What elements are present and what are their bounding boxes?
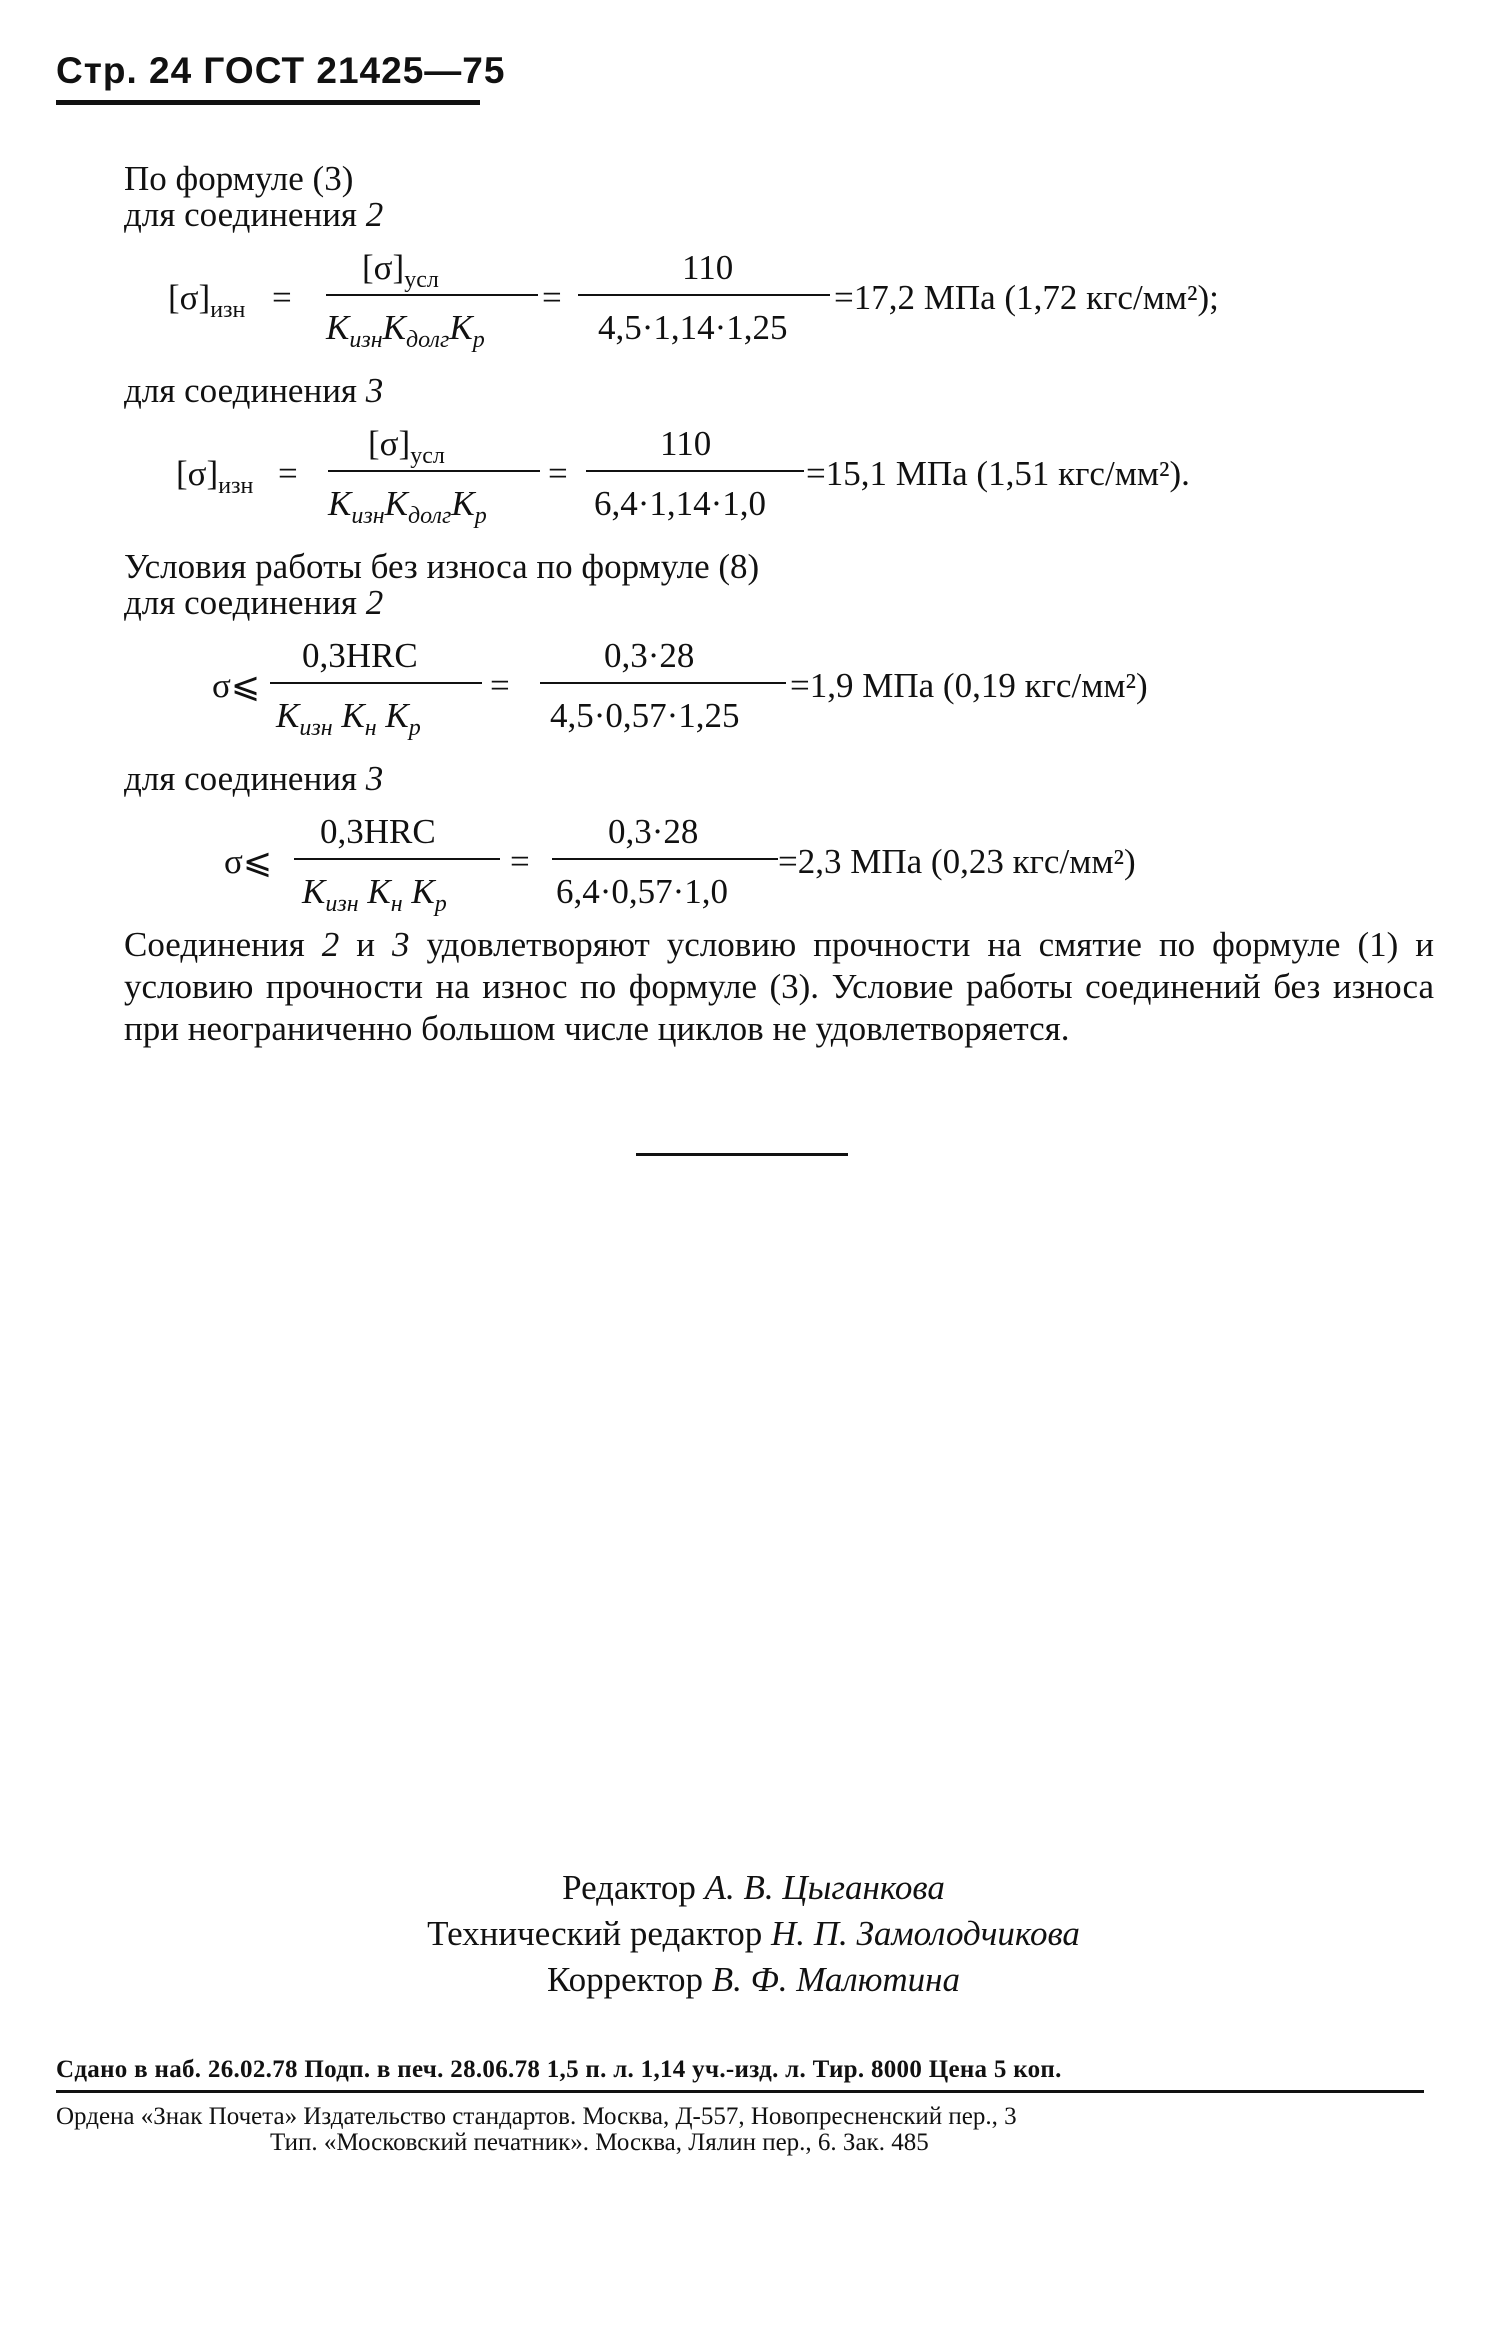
eq4-num1: 0,3HRC bbox=[320, 812, 436, 851]
s2-conn3-prefix: для соединения bbox=[124, 759, 358, 798]
eq3-equals: = bbox=[490, 666, 510, 705]
credit-tech-editor: Технический редактор Н. П. Замолодчикова bbox=[427, 1914, 1080, 1953]
header-rule bbox=[56, 100, 480, 105]
eq1-den2: 4,5·1,14·1,25 bbox=[598, 308, 788, 347]
eq3-frac2-line bbox=[540, 682, 786, 684]
section2-conn2-label bbox=[124, 584, 383, 622]
eq3-den1: $K_{изн}$ $K_н$ $K_р$ bbox=[276, 696, 421, 741]
eq4-equals: = bbox=[510, 842, 530, 881]
eq3-den2: 4,5·0,57·1,25 bbox=[550, 696, 740, 735]
eq4-den1: $K_{изн}$ $K_н$ $K_р$ bbox=[302, 872, 447, 917]
eq1-den1: $K_{изн}K_{долг}K_р$ bbox=[326, 308, 485, 353]
conn3-prefix: для соединения bbox=[124, 371, 358, 410]
eq2-num2: 110 bbox=[660, 424, 712, 463]
equation-3 bbox=[0, 636, 1507, 756]
eq2-num1: $[\sigma]_{усл}$ bbox=[368, 424, 445, 469]
eq1-lhs: $[\sigma]_{изн}$ bbox=[168, 278, 246, 323]
conn3-number: 3 bbox=[365, 371, 384, 410]
section1-conn3-label bbox=[124, 372, 383, 410]
eq4-frac2-line bbox=[552, 858, 778, 860]
credit-editor: Редактор А. В. Цыганкова bbox=[562, 1868, 945, 1907]
eq1-frac1-line bbox=[326, 294, 538, 296]
conclusion-paragraph: Соединения 2 и 3 удовлетворяют условию прочности на смятие по формуле (1) и условию прочности на износ по формуле (3). Условие работы соединений без износа при неограниченно большом числе циклов не удовлетворяется. bbox=[124, 925, 1434, 1048]
equation-4 bbox=[0, 812, 1507, 932]
eq3-frac1-line bbox=[270, 682, 482, 684]
eq3-num1: 0,3HRC bbox=[302, 636, 418, 675]
eq1-num1: $[\sigma]_{усл}$ bbox=[362, 248, 439, 293]
s2-conn3-number: 3 bbox=[365, 759, 384, 798]
eq2-frac2-line bbox=[586, 470, 804, 472]
eq4-frac1-line bbox=[294, 858, 500, 860]
eq4-den2: 6,4·0,57·1,0 bbox=[556, 872, 729, 911]
eq2-den2: 6,4·1,14·1,0 bbox=[594, 484, 767, 523]
eq3-result: =1,9 МПа (0,19 кгс/мм²) bbox=[790, 666, 1148, 705]
eq4-lhs: σ⩽ bbox=[224, 842, 273, 881]
equation-2 bbox=[0, 424, 1507, 544]
section-divider bbox=[636, 1153, 848, 1156]
imprint-line-2: Ордена «Знак Почета» Издательство стандартов. Москва, Д-557, Новопресненский пер., 3 bbox=[56, 2103, 1017, 2130]
eq1-frac2-line bbox=[578, 294, 830, 296]
eq2-equals-2: = bbox=[548, 454, 568, 493]
eq2-equals: = bbox=[278, 454, 298, 493]
eq2-den1: $K_{изн}K_{долг}K_р$ bbox=[328, 484, 487, 529]
imprint-line-1: Сдано в наб. 26.02.78 Подп. в печ. 28.06.78 1,5 п. л. 1,14 уч.-изд. л. Тир. 8000 Цена 5 коп. bbox=[56, 2056, 1062, 2083]
conn2-prefix: для соединения bbox=[124, 195, 358, 234]
eq3-lhs: σ⩽ bbox=[212, 666, 261, 705]
eq4-result: =2,3 МПа (0,23 кгс/мм²) bbox=[778, 842, 1136, 881]
eq1-num2: 110 bbox=[682, 248, 734, 287]
eq2-result: =15,1 МПа (1,51 кгс/мм²). bbox=[806, 454, 1190, 493]
page-header: Стр. 24 ГОСТ 21425—75 bbox=[56, 50, 506, 91]
eq3-num2: 0,3·28 bbox=[604, 636, 695, 675]
imprint-line-3: Тип. «Московский печатник». Москва, Лялин пер., 6. Зак. 485 bbox=[270, 2129, 929, 2156]
eq1-result: =17,2 МПа (1,72 кгс/мм²); bbox=[834, 278, 1219, 317]
section1-conn2-label bbox=[124, 196, 383, 234]
s2-conn2-number: 2 bbox=[365, 583, 384, 622]
conn2-number: 2 bbox=[365, 195, 384, 234]
eq1-equals: = bbox=[272, 278, 292, 317]
s2-conn2-prefix: для соединения bbox=[124, 583, 358, 622]
eq1-equals-2: = bbox=[542, 278, 562, 317]
eq2-frac1-line bbox=[328, 470, 540, 472]
section2-conn3-label bbox=[124, 760, 383, 798]
equation-1 bbox=[0, 248, 1507, 368]
eq2-lhs: $[\sigma]_{изн}$ bbox=[176, 454, 254, 499]
imprint-rule bbox=[56, 2090, 1424, 2093]
credit-proofreader: Корректор В. Ф. Малютина bbox=[546, 1960, 961, 1999]
section1-intro: По формуле (3) bbox=[124, 159, 354, 198]
eq4-num2: 0,3·28 bbox=[608, 812, 699, 851]
section2-intro: Условия работы без износа по формуле (8) bbox=[124, 547, 760, 586]
